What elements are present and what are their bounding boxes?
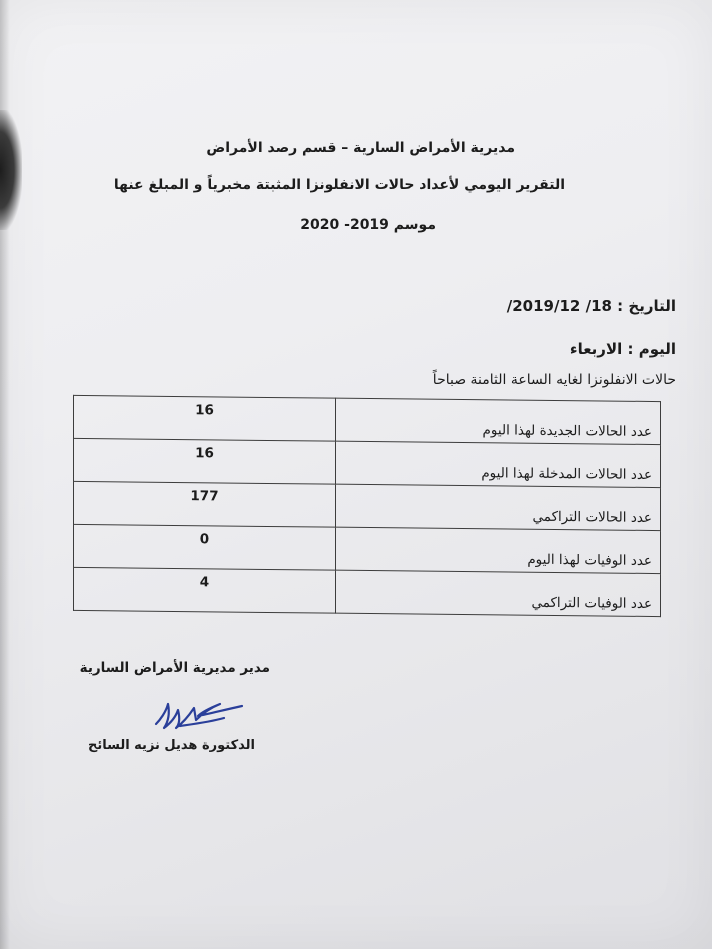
- table-row: [74, 481, 661, 530]
- row-value: 4: [74, 567, 336, 613]
- row-label: عدد الحالات الجديدة لهذا اليوم: [336, 398, 661, 444]
- table-row: [74, 438, 661, 487]
- report-date: التاريخ : 18/ 2019/12/: [506, 297, 676, 315]
- row-label: عدد الوفيات التراكمي: [336, 570, 661, 616]
- row-label: عدد الوفيات لهذا اليوم: [336, 527, 661, 573]
- handwritten-signature: [150, 686, 250, 736]
- row-value: 16: [74, 438, 336, 484]
- cases-table: [73, 395, 661, 617]
- header-report-title: التقرير اليومي لأعداد حالات الانفلونزا المثبتة مخبرياً و المبلغ عنها: [113, 177, 565, 193]
- row-label: عدد الحالات المدخلة لهذا اليوم: [336, 441, 661, 487]
- signature-stroke: [156, 704, 242, 728]
- report-day: اليوم : الاربعاء: [569, 340, 676, 358]
- signatory-name: الدكتورة هديل نزيه السائح: [87, 738, 255, 753]
- cases-table-wrapper: [73, 395, 661, 612]
- binder-clip-shadow: [0, 110, 22, 230]
- header-directorate: مديرية الأمراض السارية – قسم رصد الأمراض: [206, 140, 515, 156]
- row-value: 0: [74, 524, 336, 570]
- table-row: [74, 567, 661, 616]
- row-label: عدد الحالات التراكمي: [336, 484, 661, 530]
- table-row: [74, 524, 661, 573]
- row-value: 16: [74, 395, 336, 441]
- header-season: موسم 2019- 2020: [300, 217, 436, 233]
- table-caption: حالات الانفلونزا لغايه الساعة الثامنة صباحاً: [432, 372, 676, 388]
- row-value: 177: [74, 481, 336, 527]
- signatory-title: مدير مديرية الأمراض السارية: [79, 660, 270, 676]
- table-row: [74, 395, 661, 444]
